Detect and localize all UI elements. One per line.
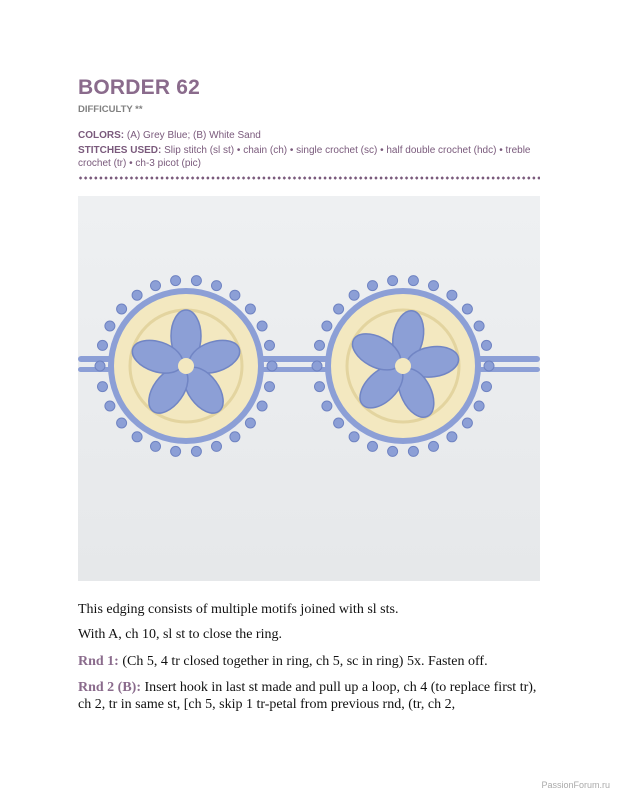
- picot: [474, 401, 484, 411]
- picot: [230, 432, 240, 442]
- picot: [447, 432, 457, 442]
- crochet-border-photo: [78, 196, 540, 581]
- watermark: PassionForum.ru: [541, 780, 610, 790]
- picot: [388, 276, 398, 286]
- colors-label: COLORS:: [78, 130, 125, 141]
- picot: [257, 321, 267, 331]
- picot: [315, 382, 325, 392]
- stitches-label: STITCHES USED:: [78, 145, 162, 156]
- picot: [132, 432, 142, 442]
- picot: [245, 304, 255, 314]
- picot: [334, 304, 344, 314]
- colors-text: (A) Grey Blue; (B) White Sand: [126, 130, 261, 141]
- picot: [132, 290, 142, 300]
- picot: [484, 361, 494, 371]
- picot: [349, 290, 359, 300]
- picot: [105, 321, 115, 331]
- picot: [368, 441, 378, 451]
- picot: [151, 281, 161, 291]
- instruction-rnd2: [78, 679, 548, 713]
- rnd2-label: Rnd 2 (B):: [78, 680, 142, 695]
- picot: [429, 281, 439, 291]
- picot: [212, 281, 222, 291]
- picot: [474, 321, 484, 331]
- stitches-line: [78, 144, 548, 170]
- picot: [257, 401, 267, 411]
- picot: [151, 441, 161, 451]
- picot: [105, 401, 115, 411]
- picot: [191, 276, 201, 286]
- picot: [98, 340, 108, 350]
- picot: [312, 361, 322, 371]
- rnd1-label: Rnd 1:: [78, 654, 119, 669]
- picot: [191, 446, 201, 456]
- picot: [265, 382, 275, 392]
- colors-line: [78, 129, 548, 142]
- stitches-text: Slip stitch (sl st) • chain (ch) • single crochet (sc) • half double crochet (hdc) • treble crochet (tr) • ch-3 picot (pic): [78, 145, 531, 169]
- picot: [322, 321, 332, 331]
- picot: [95, 361, 105, 371]
- picot: [462, 418, 472, 428]
- dotted-divider: [78, 176, 540, 180]
- picot: [408, 446, 418, 456]
- pattern-title: BORDER 62: [78, 76, 200, 99]
- instruction-rnd1: [78, 653, 548, 670]
- instruction-intro: This edging consists of multiple motifs joined with sl sts.: [78, 602, 399, 617]
- picot: [482, 382, 492, 392]
- picot: [315, 340, 325, 350]
- picot: [117, 304, 127, 314]
- picot: [322, 401, 332, 411]
- instruction-start: With A, ch 10, sl st to close the ring.: [78, 627, 282, 642]
- crochet-motifs-illustration: [78, 196, 540, 581]
- picot: [334, 418, 344, 428]
- rnd2-text: Insert hook in last st made and pull up a loop, ch 4 (to replace first tr), ch 2, tr in same st, [ch 5, skip 1 tr-petal from previous rnd, (tr, ch 2,: [78, 680, 537, 712]
- picot: [482, 340, 492, 350]
- difficulty-rating: DIFFICULTY **: [78, 104, 143, 115]
- picot: [388, 446, 398, 456]
- picot: [98, 382, 108, 392]
- rnd1-text: (Ch 5, 4 tr closed together in ring, ch 5, sc in ring) 5x. Fasten off.: [122, 654, 488, 669]
- picot: [171, 446, 181, 456]
- picot: [349, 432, 359, 442]
- picot: [171, 276, 181, 286]
- picot: [265, 340, 275, 350]
- picot: [267, 361, 277, 371]
- picot: [117, 418, 127, 428]
- picot: [245, 418, 255, 428]
- picot: [230, 290, 240, 300]
- picot: [462, 304, 472, 314]
- picot: [447, 290, 457, 300]
- picot: [408, 276, 418, 286]
- picot: [429, 441, 439, 451]
- picot: [368, 281, 378, 291]
- picot: [212, 441, 222, 451]
